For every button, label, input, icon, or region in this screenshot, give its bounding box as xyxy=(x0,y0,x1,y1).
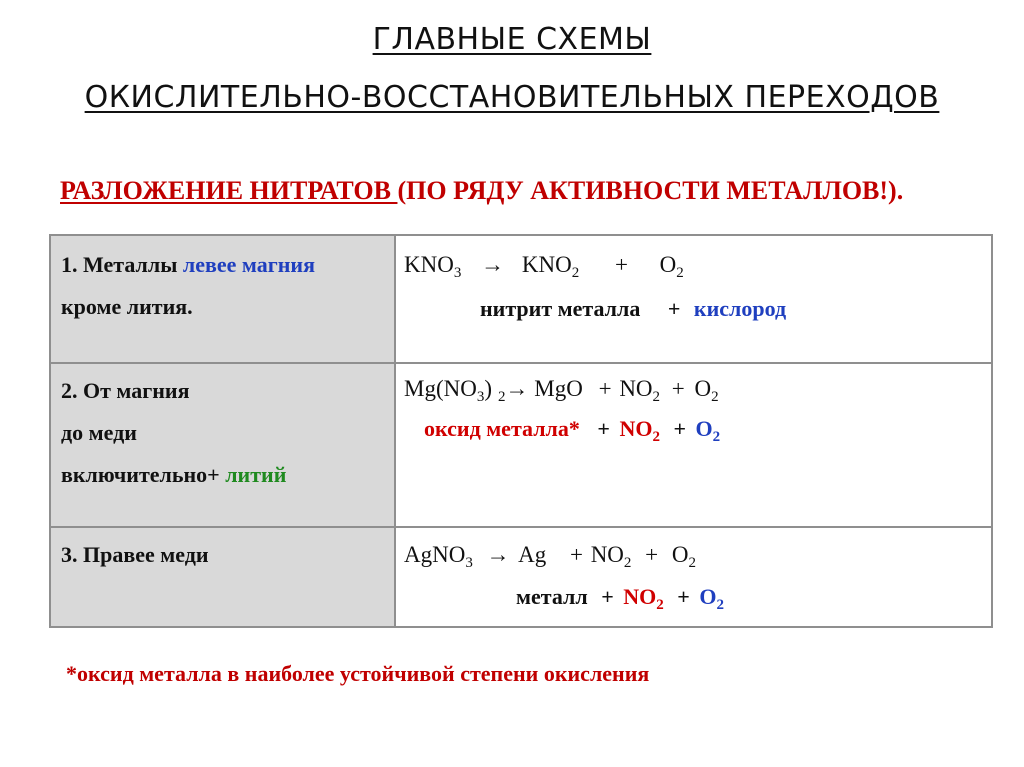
row-2-condition-cell xyxy=(50,363,395,527)
row-2-condition-line-1: 2. От магния xyxy=(61,378,190,403)
row-1-equation: $KNO_3 \to KNO_2 + O_2$ xyxy=(404,252,684,281)
title-line-2: ОКИСЛИТЕЛЬНО-ВОССТАНОВИТЕЛЬНЫХ ПЕРЕХОДОВ xyxy=(84,80,940,115)
row-1-condition-cell xyxy=(50,235,395,363)
subtitle-underlined: РАЗЛОЖЕНИЕ НИТРАТОВ xyxy=(60,176,398,205)
row-3-condition-cell xyxy=(50,527,395,627)
row-1-condition-line-2: кроме лития. xyxy=(61,294,193,319)
subtitle-rest: (ПО РЯДУ АКТИВНОСТИ МЕТАЛЛОВ!). xyxy=(397,176,904,205)
title-line-1: ГЛАВНЫЕ СХЕМЫ xyxy=(372,22,652,57)
arrow-icon: → xyxy=(481,252,505,277)
row-2-condition-highlight: литий xyxy=(225,462,287,487)
row-2-products: оксид металла* + $NO_2 + O_2$ xyxy=(424,416,721,445)
row-3-condition-line-1: 3. Правее меди xyxy=(61,542,209,567)
row-2-condition-prefix: включительно+ xyxy=(61,462,226,487)
nitrate-decomposition-table xyxy=(49,234,993,628)
row-3-equation: AgNO$_3$ → $Ag + NO_2 + O_2$ xyxy=(404,542,697,571)
subtitle xyxy=(60,176,903,206)
table-row xyxy=(50,527,992,627)
row-1-reaction-cell xyxy=(395,235,992,363)
footnote: *оксид металла в наиболее устойчивой степени окисления xyxy=(66,661,650,686)
arrow-icon: → xyxy=(486,542,510,567)
row-2-equation: $Mg(NO_3)$ $_2$→ MgO + $NO_2 + O_2$ xyxy=(404,376,719,405)
row-1-products: нитрит металла + кислород xyxy=(480,296,787,321)
table-row xyxy=(50,363,992,527)
row-2-condition-line-2: до меди xyxy=(61,420,137,445)
row-2-reaction-cell xyxy=(395,363,992,527)
row-3-products: металл + $NO_2 + O_2$ xyxy=(516,584,724,613)
table-row xyxy=(50,235,992,363)
row-3-reaction-cell xyxy=(395,527,992,627)
arrow-icon: → xyxy=(505,376,529,401)
row-1-condition-highlight: левее магния xyxy=(182,252,315,277)
row-1-condition-prefix: 1. Металлы xyxy=(61,252,183,277)
